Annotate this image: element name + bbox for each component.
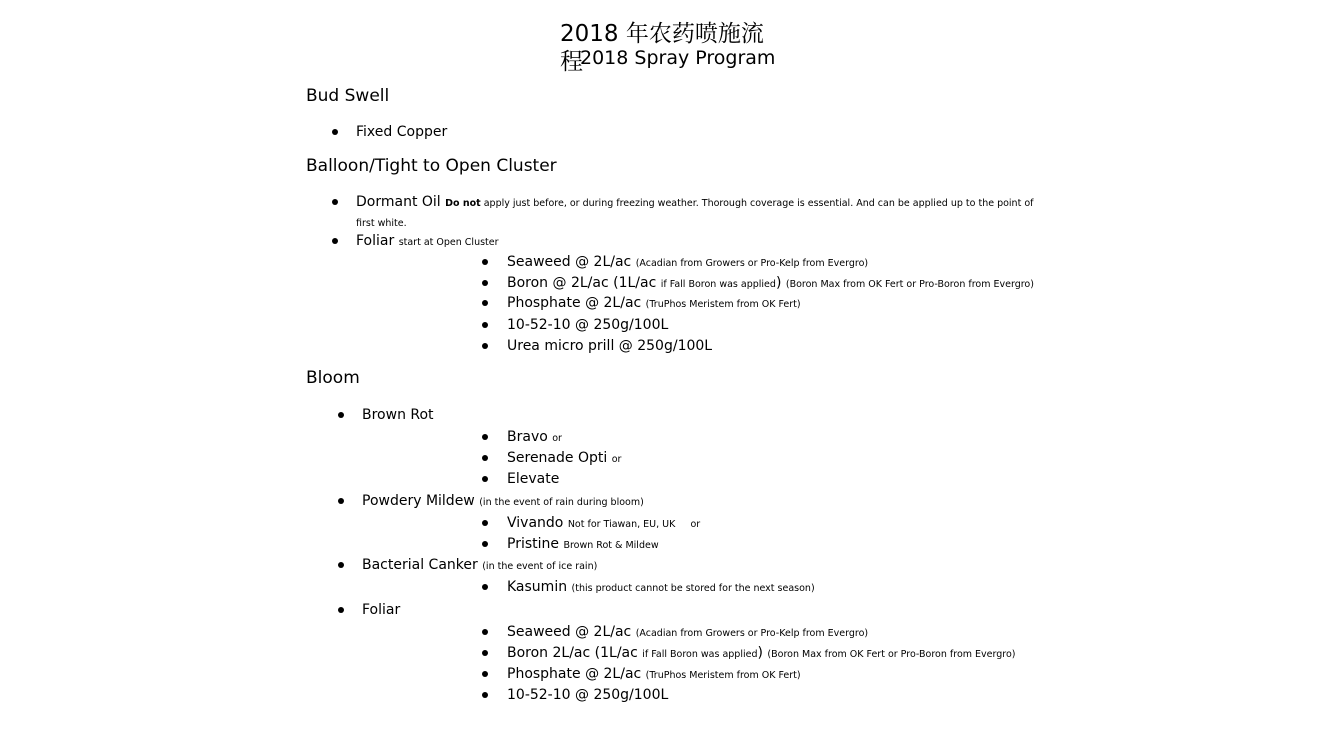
sub-item-note: Brown Rot & Mildew <box>563 540 659 551</box>
bullet-icon <box>482 434 488 440</box>
sub-item-label: Seaweed @ 2L/ac <box>507 624 632 640</box>
sub-item: 10-52-10 @ 250g/100L <box>507 687 669 703</box>
sub-item <box>507 449 621 469</box>
sub-item-note: (Acadian from Growers or Pro-Kelp from Evergro) <box>635 628 869 639</box>
foliar-label: Foliar <box>356 233 395 249</box>
sub-item: 10-52-10 @ 250g/100L <box>507 317 669 333</box>
bullet-icon <box>482 322 488 328</box>
sub-item <box>507 274 1034 294</box>
sub-item-label: Serenade Opti <box>507 450 608 466</box>
foliar-note: start at Open Cluster <box>398 237 499 248</box>
sub-item-note: or <box>552 433 562 444</box>
sub-item <box>507 428 562 448</box>
heading-bloom: Bloom <box>306 368 360 388</box>
sub-item-note: (TruPhos Meristem from OK Fert) <box>645 299 801 310</box>
bullet-icon <box>482 650 488 656</box>
sub-item <box>507 294 801 314</box>
bullet-icon <box>482 584 488 590</box>
powdery-mildew-note: (in the event of rain during bloom) <box>479 497 644 508</box>
title-chinese: 2018 年农药喷施流程 <box>560 21 764 75</box>
bullet-icon <box>482 692 488 698</box>
bullet-icon <box>338 498 344 504</box>
sub-item-note: (this product cannot be stored for the next season) <box>571 583 815 594</box>
sub-item <box>507 253 868 273</box>
bullet-icon <box>482 455 488 461</box>
sub-item: Elevate <box>507 471 560 487</box>
bacterial-canker-note: (in the event of ice rain) <box>482 561 598 572</box>
sub-item-label: Phosphate @ 2L/ac <box>507 666 642 682</box>
sub-item-label: Kasumin <box>507 579 568 595</box>
heading-balloon: Balloon/Tight to Open Cluster <box>306 156 557 176</box>
bullet-icon <box>482 343 488 349</box>
powdery-mildew-label: Powdery Mildew <box>362 493 475 509</box>
list-item-bacterial-canker <box>362 556 597 576</box>
sub-item-note: if Fall Boron was applied <box>642 649 758 660</box>
sub-item <box>507 578 815 598</box>
sub-item-note-2: (Boron Max from OK Fert or Pro-Boron from Evergro) <box>767 649 1016 660</box>
dormant-oil-note: apply just before, or during freezing weather. Thorough coverage is essential. And can be applied up to the point of first white. <box>356 198 1034 229</box>
title-english: 2018 Spray Program <box>580 47 776 69</box>
sub-item-label: Vivando <box>507 515 564 531</box>
bullet-icon <box>482 476 488 482</box>
sub-item-note: Not for Tiawan, EU, UK or <box>567 519 701 530</box>
sub-item <box>507 535 659 555</box>
sub-item-label: Boron 2L/ac (1L/ac <box>507 645 638 661</box>
list-item-foliar-bloom: Foliar <box>362 602 401 618</box>
dormant-oil-note-bold: Do not <box>445 198 481 209</box>
list-item-brown-rot: Brown Rot <box>362 407 434 423</box>
sub-item-note-2: (Boron Max from OK Fert or Pro-Boron from Evergro) <box>785 279 1034 290</box>
sub-item-label-close: ) <box>757 645 763 661</box>
sub-item-note: if Fall Boron was applied <box>660 279 776 290</box>
sub-item <box>507 623 868 643</box>
sub-item-label: Bravo <box>507 429 548 445</box>
bullet-icon <box>338 412 344 418</box>
list-item-dormant-oil <box>356 193 1036 233</box>
bullet-icon <box>332 199 338 205</box>
sub-item-label: Phosphate @ 2L/ac <box>507 295 642 311</box>
sub-item-note: (Acadian from Growers or Pro-Kelp from Evergro) <box>635 258 869 269</box>
bullet-icon <box>482 280 488 286</box>
list-item-fixed-copper: Fixed Copper <box>356 124 448 140</box>
bullet-icon <box>332 238 338 244</box>
bullet-icon <box>338 562 344 568</box>
bullet-icon <box>482 541 488 547</box>
sub-item-label: Seaweed @ 2L/ac <box>507 254 632 270</box>
sub-item-label-close: ) <box>775 275 782 291</box>
bullet-icon <box>482 671 488 677</box>
bullet-icon <box>482 300 488 306</box>
sub-item-note: or <box>611 454 622 465</box>
sub-item-label: Pristine <box>507 536 560 552</box>
sub-item-label: Boron @ 2L/ac (1L/ac <box>507 275 657 291</box>
sub-item <box>507 665 801 685</box>
bacterial-canker-label: Bacterial Canker <box>362 557 478 573</box>
sub-item-note: (TruPhos Meristem from OK Fert) <box>645 670 801 681</box>
heading-bud-swell: Bud Swell <box>306 86 390 106</box>
bullet-icon <box>482 520 488 526</box>
dormant-oil-label: Dormant Oil <box>356 194 441 210</box>
sub-item <box>507 514 700 534</box>
sub-item <box>507 644 1015 664</box>
bullet-icon <box>482 259 488 265</box>
bullet-icon <box>338 607 344 613</box>
list-item-powdery-mildew <box>362 492 644 512</box>
bullet-icon <box>332 129 338 135</box>
sub-item: Urea micro prill @ 250g/100L <box>507 338 713 354</box>
bullet-icon <box>482 629 488 635</box>
list-item-foliar <box>356 232 499 252</box>
